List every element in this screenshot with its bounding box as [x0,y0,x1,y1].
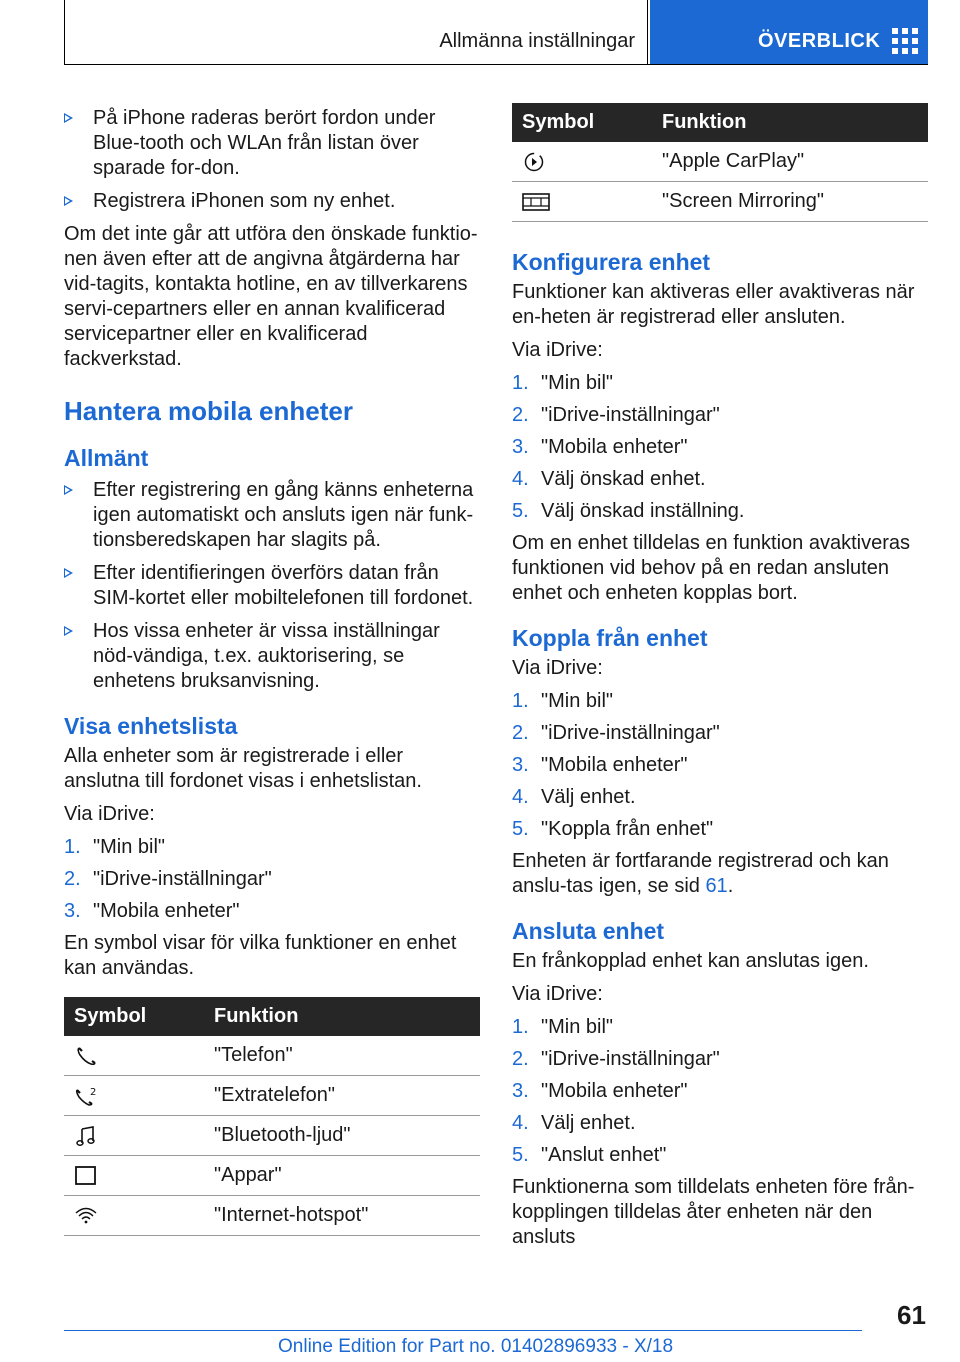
step-item: 2. "iDrive-inställningar" [512,404,720,426]
step-item: 5. "Anslut enhet" [512,1144,667,1166]
via-idrive: Via iDrive: [512,983,603,1005]
via-idrive: Via iDrive: [64,803,155,825]
subsection-heading-visa: Visa enhetslista [64,713,238,739]
overview-button[interactable] [650,0,928,64]
bullet-item: Registrera iPhonen som ny enhet. [64,189,480,214]
table-row: "Screen Mirroring" [512,182,928,222]
step-item: 5. Välj önskad inställning. [512,500,745,522]
bullet-item: På iPhone raderas berört fordon under Blue-tooth och WLAn från listan över sparade for-don. [64,106,480,181]
table-row: "Telefon" [64,1036,480,1076]
subsection-heading-koppla: Koppla från enhet [512,625,708,651]
step-item: 5. "Koppla från enhet" [512,818,714,840]
step-item: 2. "iDrive-inställningar" [64,868,272,890]
step-item: 1. "Min bil" [512,1016,613,1038]
step-item: 2. "iDrive-inställningar" [512,722,720,744]
phone-2-icon [74,1085,98,1107]
subsection-heading-allmant: Allmänt [64,445,149,471]
step-item: 3. "Mobila enheter" [512,1080,688,1102]
step-item: 2. "iDrive-inställningar" [512,1048,720,1070]
left-column [64,100,480,1236]
step-item: 1. "Min bil" [512,372,613,394]
col-header-function: Funktion [206,997,480,1036]
col-header-symbol: Symbol [512,103,654,142]
carplay-icon [522,151,546,173]
footer-rule [64,1330,862,1331]
right-column [512,103,928,1258]
triangle-bullet-icon [64,568,73,578]
triangle-bullet-icon [64,485,73,495]
table-row: "Bluetooth-ljud" [64,1116,480,1156]
table-row: "Appar" [64,1156,480,1196]
triangle-bullet-icon [64,113,73,123]
step-item: 4. Välj önskad enhet. [512,468,706,490]
step-item: 3. "Mobila enheter" [64,900,240,922]
paragraph: Alla enheter som är registrerade i eller anslutna till fordonet visas i enhetslistan. [64,745,422,792]
subsection-heading-ansluta: Ansluta enhet [512,918,665,944]
header-rule [64,64,928,65]
triangle-bullet-icon [64,196,73,206]
header-section-title: Allmänna inställningar [439,30,635,52]
table-row: 2 "Extratelefon" [64,1076,480,1116]
footer-edition: Online Edition for Part no. 01402896933 - X/18 [278,1336,674,1357]
paragraph: Funktionerna som tilldelats enheten före från-kopplingen tilldelas åter enheten när den ansluts [512,1176,915,1248]
bullet-item: Hos vissa enheter är vissa inställningar nöd-vändiga, t.ex. auktorisering, se enhetens bruksanvisning. [64,619,480,694]
music-note-icon [74,1125,98,1147]
wifi-icon [74,1205,98,1227]
subsection-heading-konfigurera: Konfigurera enhet [512,249,711,275]
via-idrive: Via iDrive: [512,657,603,679]
page-number: 61 [897,1300,926,1330]
col-header-function: Funktion [654,103,928,142]
symbol-table [64,997,480,1236]
svg-text:2: 2 [90,1086,97,1098]
step-item: 1. "Min bil" [64,836,165,858]
page-link[interactable]: 61 [705,875,728,897]
col-header-symbol: Symbol [64,997,206,1036]
table-row: "Apple CarPlay" [512,142,928,182]
step-item: 4. Välj enhet. [512,786,636,808]
paragraph: Om det inte går att utföra den önskade funktio-nen även efter att de angivna åtgärderna har vid-tagits, kontakta hotline, en av tillverkarens servi-cepartners eller en annan kvalificerad servicepartner eller en kvalificerad fackverkstad. [64,223,478,370]
paragraph: Om en enhet tilldelas en funktion avaktiveras funktionen vid behov på en redan ansluten enhet och enheten kopplas bort. [512,532,910,604]
symbol-table-2 [512,103,928,222]
step-item: 3. "Mobila enheter" [512,436,688,458]
header-section-tab [64,0,648,64]
overview-label: ÖVERBLICK [758,30,881,52]
via-idrive: Via iDrive: [512,339,603,361]
phone-icon [74,1045,98,1067]
apps-square-icon [74,1165,98,1187]
screen-mirroring-icon [522,191,550,213]
section-heading: Hantera mobila enheter [64,396,353,426]
paragraph: Funktioner kan aktiveras eller avaktiveras när en-heten är registrerad eller ansluten. [512,281,915,328]
grid-icon [892,28,918,54]
paragraph: En symbol visar för vilka funktioner en enhet kan användas. [64,932,457,979]
step-item: 1. "Min bil" [512,690,613,712]
table-row: "Internet-hotspot" [64,1196,480,1236]
step-item: 3. "Mobila enheter" [512,754,688,776]
paragraph: En frånkopplad enhet kan anslutas igen. [512,950,869,972]
bullet-item: Efter identifieringen överförs datan från SIM-kortet eller mobiltelefonen till fordonet. [64,561,480,611]
step-item: 4. Välj enhet. [512,1112,636,1134]
triangle-bullet-icon [64,626,73,636]
paragraph: Enheten är fortfarande registrerad och kan anslu-tas igen, se sid 61. [512,850,889,897]
bullet-item: Efter registrering en gång känns enheterna igen automatiskt och ansluts igen när funk-tionsberedskapen har slagits på. [64,478,480,553]
